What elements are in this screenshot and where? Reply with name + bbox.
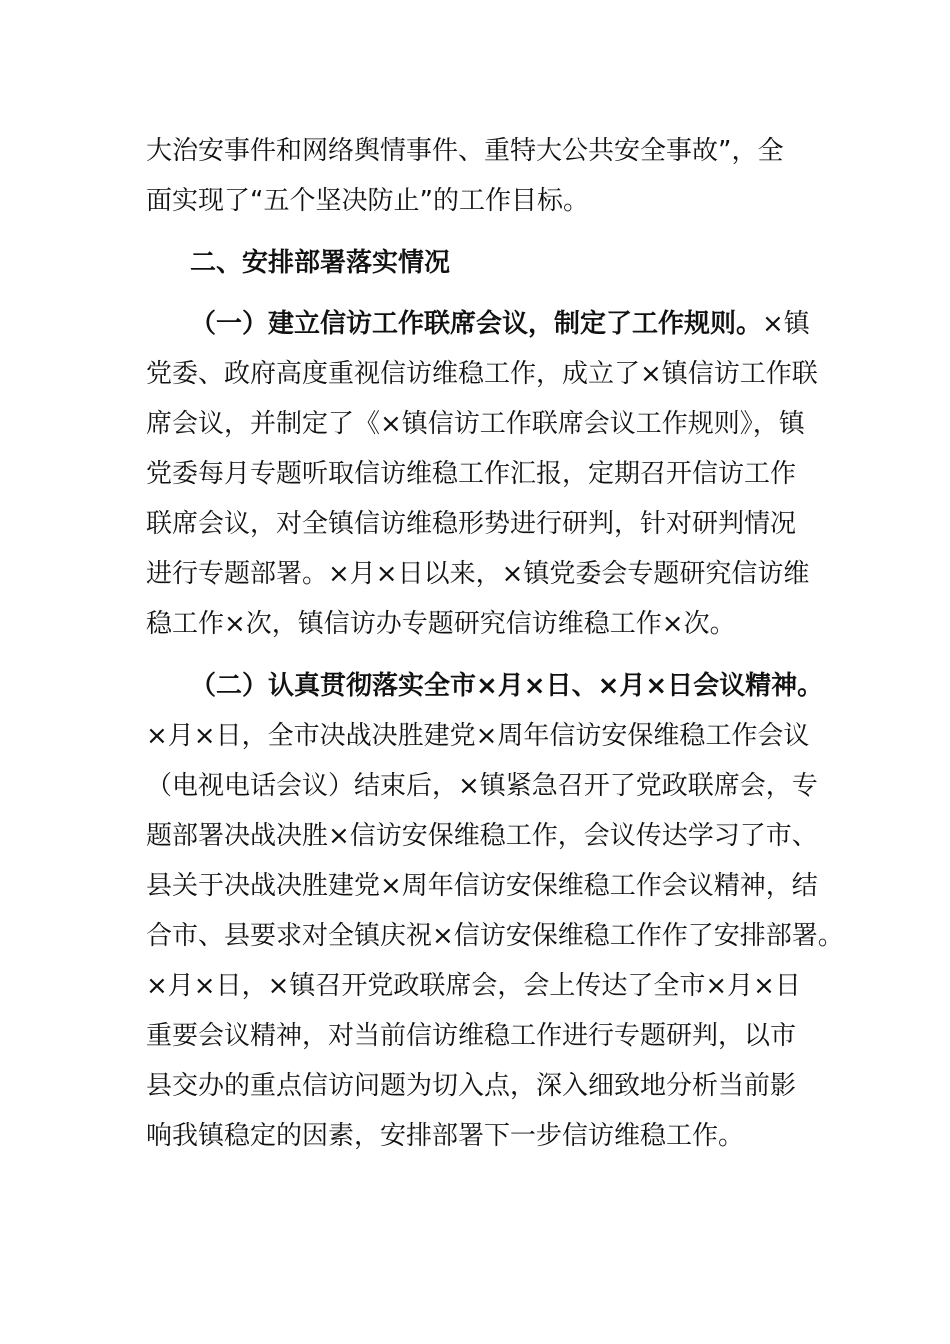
paragraph-lead: （二）认真贯彻落实全市×月×日、×月×日会议精神。 [190,671,824,701]
text-line: 题部署决战决胜×信访安保维稳工作，会议传达学习了市、 [146,821,818,851]
text-line: 党委、政府高度重视信访维稳工作，成立了×镇信访工作联 [146,359,818,389]
text-line: ×月×日，全市决战决胜建党×周年信访安保维稳工作会议 [146,721,810,751]
text-line: 党委每月专题听取信访维稳工作汇报，定期召开信访工作 [146,459,797,489]
text-line: 联席会议，对全镇信访维稳形势进行研判，针对研判情况 [146,509,797,539]
paragraph-first-line [190,306,870,342]
text-line: 大治安事件和网络舆情事件、重特大公共安全事故”，全 [146,136,784,166]
text-line: 重要会议精神，对当前信访维稳工作进行专题研判，以市 [146,1021,797,1051]
text-line: 响我镇稳定的因素，安排部署下一步信访维稳工作。 [146,1121,745,1151]
text-line: 合市、县要求对全镇庆祝×信访安保维稳工作作了安排部署。 [146,921,844,951]
paragraph-text: ×镇 [762,309,810,339]
text-line: （电视电话会议）结束后，×镇紧急召开了党政联席会，专 [146,771,818,801]
text-line: 县关于决战决胜建党×周年信访安保维稳工作会议精神，结 [146,871,818,901]
text-line: 面实现了“五个坚决防止”的工作目标。 [146,186,589,216]
paragraph-lead: （一）建立信访工作联席会议，制定了工作规则。 [190,309,763,339]
text-line: 稳工作×次，镇信访办专题研究信访维稳工作×次。 [146,609,736,639]
text-line: 席会议，并制定了《×镇信访工作联席会议工作规则》，镇 [146,409,805,439]
text-line: ×月×日，×镇召开党政联席会，会上传达了全市×月×日 [146,971,801,1001]
section-heading: 二、安排部署落实情况 [190,248,451,278]
text-line: 县交办的重点信访问题为切入点，深入细致地分析当前影 [146,1071,797,1101]
text-line: 进行专题部署。×月×日以来，×镇党委会专题研究信访维 [146,559,810,589]
